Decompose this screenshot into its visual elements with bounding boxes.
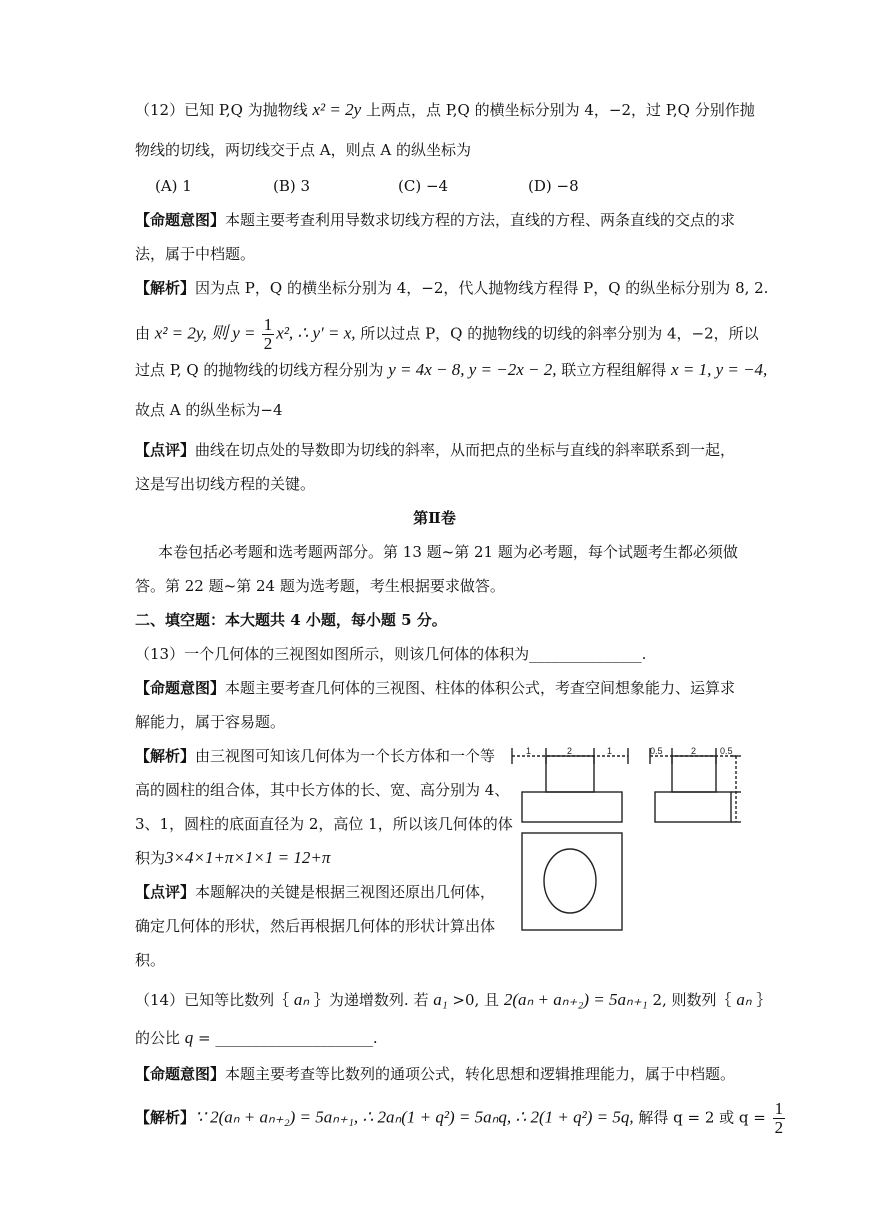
side-box-rect bbox=[655, 792, 731, 822]
q12-analysis-line-4: 故点 A 的纵坐标为−4 bbox=[135, 401, 283, 419]
formula: x = 1, y = −4, bbox=[671, 360, 768, 379]
ratio-symbol: q bbox=[184, 1028, 194, 1047]
intent-text: 本题主要考查几何体的三视图、柱体的体积公式，考查空间想象能力、运算求 bbox=[225, 679, 736, 697]
comment-label: 【点评】 bbox=[135, 441, 196, 459]
volume-formula: 3×4×1+π×1×1 = 12+π bbox=[165, 848, 331, 867]
analysis-formula: ∵ 2(aₙ + aₙ₊₂) = 5aₙ₊₁, ∴ 2aₙ(1 + q²) = 5aₙq, ∴ 2(1 + q²) = 5q, bbox=[195, 1107, 634, 1127]
q14-analysis bbox=[135, 1100, 787, 1137]
q13-analysis-line-1 bbox=[135, 746, 495, 766]
analysis-text: 积为 bbox=[135, 849, 166, 867]
q14-text: ｝ bbox=[751, 991, 772, 1009]
q12-line-2: 物线的切线，两切线交于点 A，则点 A 的纵坐标为 bbox=[135, 141, 471, 159]
fig-label: 1 bbox=[526, 746, 532, 756]
section-heading: 二、填空题：本大题共 4 小题，每小题 5 分。 bbox=[135, 611, 447, 629]
analysis-text: 解得 q = 2 或 q = bbox=[633, 1108, 771, 1127]
first-term: a₁ bbox=[433, 990, 448, 1009]
front-box-rect bbox=[522, 792, 622, 822]
q13-intent-line-2: 解能力，属于容易题。 bbox=[135, 713, 286, 731]
formula: x² = 2y, 则 y = bbox=[154, 323, 260, 343]
frac-den: 2 bbox=[774, 1118, 784, 1137]
fig-label: 0.5 bbox=[650, 746, 663, 756]
q12-analysis-line-2 bbox=[135, 316, 759, 353]
q13-question: （13）一个几何体的三视图如图所示，则该几何体的体积为_______________. bbox=[135, 645, 647, 663]
q13-intent-line-1 bbox=[135, 678, 735, 698]
analysis-text: 过点 P, Q 的抛物线的切线方程分别为 bbox=[135, 361, 389, 379]
q12-intent-line-1 bbox=[135, 210, 735, 230]
analysis-text: 由 bbox=[135, 324, 155, 343]
q14-line-1 bbox=[135, 990, 771, 1010]
q14-intent bbox=[135, 1064, 735, 1084]
section-intro-1: 本卷包括必考题和选考题两部分。第 13 题~第 21 题为必考题，每个试题考生都必须做 bbox=[158, 543, 738, 561]
q12-comment-line-2: 这是写出切线方程的关键。 bbox=[135, 475, 316, 493]
option-d: (D) −8 bbox=[528, 177, 579, 195]
q12-text: （12）已知 P,Q 为抛物线 bbox=[135, 101, 313, 119]
q14-text: ｝为递增数列. 若 bbox=[309, 991, 434, 1009]
q13-comment-line-1 bbox=[135, 882, 495, 902]
analysis-text: 联立方程组解得 bbox=[556, 361, 672, 379]
q12-line-1 bbox=[135, 100, 755, 120]
q13-comment-line-2: 确定几何体的形状，然后再根据几何体的形状计算出体 bbox=[135, 917, 496, 935]
q14-text: 2, 则数列｛ bbox=[647, 991, 737, 1009]
sequence-term: aₙ bbox=[293, 990, 310, 1009]
q12-intent-line-2: 法，属于中档题。 bbox=[135, 245, 256, 263]
frac-num: 1 bbox=[774, 1099, 784, 1118]
three-view-figure bbox=[510, 740, 745, 935]
section-title: 第Ⅱ卷 bbox=[413, 509, 456, 527]
fraction-one-half bbox=[773, 1100, 786, 1137]
q14-text: >0, 且 bbox=[447, 991, 504, 1009]
answer-blank: = _____________________. bbox=[193, 1029, 378, 1047]
fraction-one-half bbox=[262, 316, 275, 353]
q12-analysis-line-3 bbox=[135, 360, 767, 380]
option-a: (A) 1 bbox=[155, 177, 192, 195]
comment-text: 本题解决的关键是根据三视图还原出几何体， bbox=[195, 883, 496, 901]
q14-line-2 bbox=[135, 1028, 378, 1048]
q14-text: （14）已知等比数列｛ bbox=[135, 991, 294, 1009]
intent-label: 【命题意图】 bbox=[135, 211, 226, 229]
q13-comment-line-3: 积。 bbox=[135, 951, 166, 969]
sequence-term: aₙ bbox=[736, 990, 752, 1009]
q12-options bbox=[155, 176, 579, 196]
analysis-label: 【解析】 bbox=[135, 1108, 196, 1127]
intent-text: 本题主要考查利用导数求切线方程的方法，直线的方程、两条直线的交点的求 bbox=[225, 211, 736, 229]
intent-label: 【命题意图】 bbox=[135, 679, 226, 697]
formula: x², ∴ y′ = x, bbox=[276, 323, 356, 343]
option-b: (B) 3 bbox=[273, 177, 311, 195]
frac-num: 1 bbox=[263, 315, 273, 334]
analysis-label: 【解析】 bbox=[135, 279, 196, 297]
intent-label: 【命题意图】 bbox=[135, 1065, 226, 1083]
fig-label: 2 bbox=[567, 746, 573, 756]
frac-den: 2 bbox=[263, 334, 273, 353]
fig-label: 0.5 bbox=[720, 746, 733, 756]
option-c: (C) −4 bbox=[398, 177, 449, 195]
q13-analysis-line-2: 高的圆柱的组合体，其中长方体的长、宽、高分别为 4、 bbox=[135, 781, 510, 799]
formula: y = 4x − 8, y = −2x − 2, bbox=[388, 360, 557, 379]
q14-text: 的公比 bbox=[135, 1029, 185, 1047]
q12-analysis-line-1 bbox=[135, 278, 768, 298]
analysis-text: 因为点 P，Q 的横坐标分别为 4，−2，代人抛物线方程得 P，Q 的纵坐标分别为 8, 2. bbox=[195, 279, 769, 297]
q13-analysis-line-4 bbox=[135, 848, 330, 868]
side-cylinder-rect bbox=[672, 756, 716, 792]
comment-label: 【点评】 bbox=[135, 883, 196, 901]
q12-text: 上两点，点 P,Q 的横坐标分别为 4，−2，过 P,Q 分别作抛 bbox=[361, 101, 755, 119]
comment-text: 曲线在切点处的导数即为切线的斜率，从而把点的坐标与直线的斜率联系到一起， bbox=[195, 441, 736, 459]
front-cylinder-rect bbox=[546, 756, 594, 792]
analysis-label: 【解析】 bbox=[135, 747, 196, 765]
recurrence-equation: 2(aₙ + aₙ₊₂) = 5aₙ₊₁ bbox=[503, 990, 648, 1009]
fig-label: 1 bbox=[607, 746, 613, 756]
intent-text: 本题主要考查等比数列的通项公式，转化思想和逻辑推理能力，属于中档题。 bbox=[225, 1065, 736, 1083]
top-view-circle bbox=[544, 849, 596, 913]
section-intro-2: 答。第 22 题~第 24 题为选考题，考生根据要求做答。 bbox=[135, 577, 505, 595]
parabola-equation: x² = 2y bbox=[312, 100, 362, 119]
top-view-rect bbox=[522, 833, 622, 930]
analysis-text: 所以过点 P，Q 的抛物线的切线的斜率分别为 4，−2，所以 bbox=[355, 324, 759, 343]
q12-comment-line-1 bbox=[135, 440, 735, 460]
q13-analysis-line-3: 3、1，圆柱的底面直径为 2，高位 1，所以该几何体的体 bbox=[135, 815, 513, 833]
analysis-text: 由三视图可知该几何体为一个长方体和一个等 bbox=[195, 747, 496, 765]
fig-label: 2 bbox=[691, 746, 697, 756]
